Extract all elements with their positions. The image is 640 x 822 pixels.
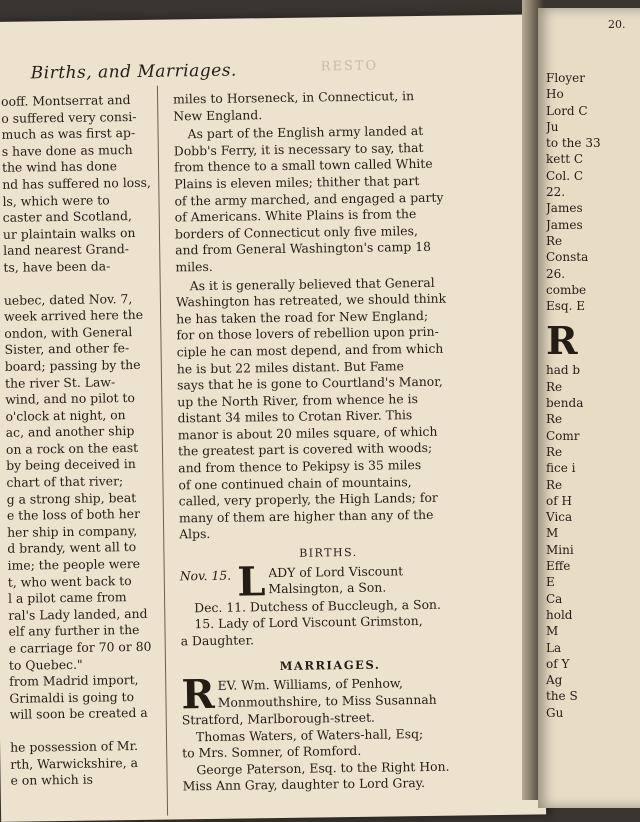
birth-entry: 15. Lady of Lord Viscount Grimston, (194, 613, 423, 632)
marriage-line: EV. Wm. Williams, of Penhow, (217, 675, 404, 693)
marriage-entry: George Paterson, Esq. to the Right Hon. (196, 758, 450, 777)
far-text-line: Ca (546, 591, 563, 606)
text-line: the river St. Law- (4, 373, 116, 391)
far-text-line: M (546, 526, 559, 541)
marriage-line: Stratford, Marlborough-street. (181, 709, 376, 728)
text-line: miles. (175, 258, 213, 275)
text-line: ciple he can most depend, and from which (176, 340, 444, 360)
far-text-line: Lord C (546, 103, 588, 118)
far-text-line: Re (546, 444, 563, 459)
far-text-line: Comr (546, 428, 580, 443)
text-line: up the North River, from whence he is (177, 390, 419, 410)
text-line: elf any further in the (8, 622, 140, 640)
running-head (31, 57, 491, 83)
text-line: wind, and no pilot to (5, 390, 136, 407)
text-line: land nearest Grand- (3, 241, 130, 259)
text-line: will soon be created a (9, 705, 148, 723)
marriages-heading: MARRIAGES. (279, 658, 381, 674)
text-line: of the army marched, and engaged a party (174, 189, 444, 209)
text-line: rth, Warwickshire, a (10, 754, 139, 772)
text-line: As it is generally believed that General (189, 274, 435, 293)
far-text-line: had b (546, 363, 581, 378)
text-line: uebec, dated Nov. 7, (3, 290, 133, 308)
text-line: As part of the English army landed at (187, 123, 424, 142)
birth-entry: Dec. 11. Dutchess of Buccleugh, a Son. (194, 596, 442, 615)
birth-line: ADY of Lord Viscount (268, 562, 404, 580)
left-column (1, 92, 161, 790)
far-text-line: Ho (546, 87, 564, 102)
far-text-line: E (546, 575, 555, 590)
far-text-line: Re (546, 233, 563, 248)
text-line: Washington has retreated, we should think (175, 290, 447, 310)
text-line: e the loss of both her (6, 506, 141, 524)
far-text-line: the S (546, 689, 578, 704)
text-line: d brandy, went all to (7, 539, 137, 557)
marriages-dropcap: R (181, 670, 215, 719)
far-text-line: Mini (546, 542, 574, 557)
far-text-line: Re (546, 412, 563, 427)
text-line: ooff. Montserrat and (1, 92, 131, 109)
text-line: from Madrid import, (9, 672, 139, 689)
text-line: much as was first ap- (1, 125, 136, 143)
text-line: her ship in company, (7, 522, 138, 540)
text-line: l a pilot came from (7, 589, 127, 607)
text-line: the wind has done (1, 158, 118, 176)
right-column (173, 87, 481, 795)
text-line: g a strong ship, beat (6, 489, 137, 507)
far-text-line: Re (546, 477, 563, 492)
far-text-line: Gu (546, 705, 564, 720)
far-text-line: James (546, 201, 583, 216)
text-line: the greatest part is covered with woods; (177, 440, 433, 459)
text-line: ls, which were to (2, 191, 110, 209)
text-line: ral's Lady landed, and (8, 605, 148, 623)
far-text-line: Ju (546, 119, 559, 134)
far-text-line: benda (546, 396, 584, 411)
marriage-entry: Thomas Waters, of Waters-hall, Esq; (195, 725, 424, 744)
text-line: Dobb's Ferry, it is necessary to say, that (173, 139, 424, 159)
far-text-line: 22. (546, 185, 566, 200)
births-heading: BIRTHS. (299, 545, 358, 560)
text-line: and from thence to Pekipsy is 35 miles (178, 457, 422, 476)
text-line: by being deceived in (6, 456, 136, 474)
text-line: ur plaintain walks on (2, 224, 136, 242)
article-paragraphs (173, 87, 477, 543)
text-line: for on those lovers of rebellion upon prin- (176, 324, 439, 343)
birth-line: Malsington, a Son. (268, 579, 387, 597)
text-line: Grimaldi is going to (9, 688, 135, 706)
text-line: caster and Scotland, (2, 208, 132, 225)
text-line: e carriage for 70 or 80 (8, 638, 152, 656)
text-line: ondon, with General (4, 323, 133, 341)
text-line: borders of Connecticut only five miles, (174, 222, 418, 242)
far-text-line: combe (546, 282, 587, 297)
text-line: New England. (173, 106, 263, 124)
far-text-line: of H (546, 493, 572, 508)
text-line: called, very properly, the High Lands; for (178, 490, 438, 509)
text-line: he is but 22 miles distant. But Fame (176, 357, 404, 376)
running-head-title: Births, and Marriages. (30, 60, 238, 84)
birth-date: Nov. 15. (179, 567, 232, 584)
left-page (0, 14, 546, 822)
far-dropcap: R (546, 318, 578, 364)
text-line: miles to Horseneck, in Connecticut, in (172, 88, 415, 107)
far-page-number: 20. (608, 18, 626, 31)
far-text-line: M (546, 624, 559, 639)
text-line: t, who went back to (7, 572, 132, 590)
far-text-line: fice i (546, 461, 576, 476)
text-line: s have done as much (1, 141, 133, 159)
far-text-line: Consta (546, 250, 589, 265)
far-text-line: Esq. E (546, 299, 585, 314)
far-text-line: kett C (546, 152, 584, 167)
far-text-line: Ag (546, 673, 563, 688)
text-line: o'clock at night, on (5, 406, 126, 424)
paragraph (176, 274, 478, 544)
far-text-line: Col. C (546, 168, 584, 183)
text-line: Sister, and other fe- (4, 340, 130, 358)
marriage-line: Miss Ann Gray, daughter to Lord Gray. (182, 775, 426, 794)
text-line: nd has suffered no loss, (2, 174, 151, 192)
far-text-line: Effe (546, 559, 571, 574)
text-line: of Americans. White Plains is from the (174, 206, 417, 225)
text-line: board; passing by the (4, 356, 141, 374)
text-line: Alps. (179, 526, 211, 542)
text-line: and from General Washington's camp 18 (175, 239, 432, 258)
births-dropcap: L (236, 557, 266, 606)
right-page (538, 8, 640, 808)
text-line: Plains is eleven miles; thither that part (174, 172, 420, 192)
text-line: distant 34 miles to Crotan River. This (177, 407, 413, 426)
far-text-line: hold (546, 607, 573, 622)
text-line: week arrived here the (4, 307, 144, 324)
text-line: from thence to a small town called White (173, 156, 433, 175)
paragraph (173, 87, 471, 124)
paragraph (173, 122, 473, 275)
text-line: e on which is (10, 771, 94, 788)
marriage-line: to Mrs. Somner, of Romford. (182, 743, 362, 761)
text-line: he possession of Mr. (10, 737, 139, 755)
far-text-line: Re (546, 379, 563, 394)
text-line: o suffered very consi- (1, 108, 137, 126)
far-text-line: of Y (546, 656, 570, 671)
text-line: manor is about 20 miles square, of which (177, 423, 438, 443)
text-line: on a rock on the east (5, 439, 139, 457)
text-line: chart of that river; (6, 473, 124, 490)
running-head-bleed-through: RESTO (320, 58, 379, 75)
text-line: says that he is gone to Courtland's Manor, (176, 373, 443, 393)
far-text-line: Vica (546, 510, 573, 525)
far-text-line: La (546, 640, 562, 655)
far-text-line: 26. (546, 266, 566, 281)
far-text-line: to the 33 (546, 136, 601, 151)
marriage-line: Monmouthshire, to Miss Susannah (217, 691, 437, 710)
text-line: many of them are higher than any of the (178, 506, 434, 526)
birth-line: a Daughter. (180, 632, 255, 649)
far-text-line: James (546, 217, 583, 232)
text-line: he has taken the road for New England; (176, 307, 429, 327)
text-line: ts, have been da- (3, 258, 111, 275)
text-line: of one continued chain of mountains, (178, 473, 412, 493)
text-line: ime; the people were (7, 555, 141, 573)
far-column (546, 70, 640, 721)
far-text-line: Floyer (546, 71, 586, 85)
text-line: to Quebec." (8, 656, 83, 673)
text-line: ac, and another ship (5, 423, 135, 441)
